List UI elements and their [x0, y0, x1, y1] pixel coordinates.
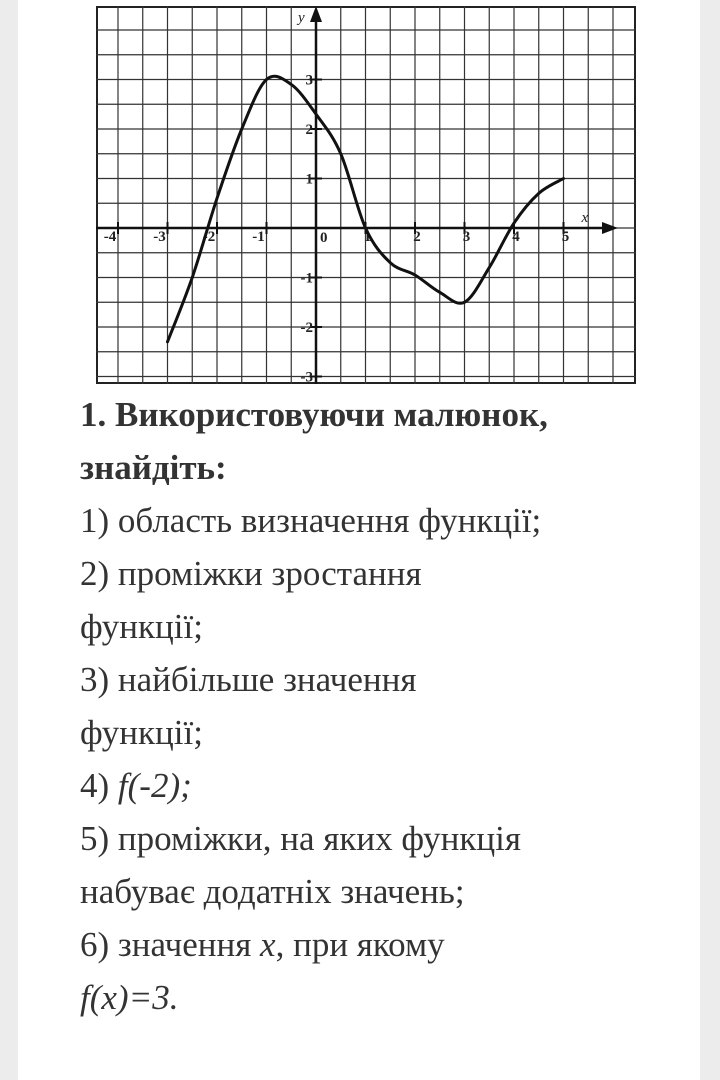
task-title-line1: 1. Використовуючи малюнок, — [80, 395, 548, 434]
question-6-prefix: 6) значення — [80, 925, 261, 964]
grid — [96, 6, 636, 384]
x-tick-label: 2 — [413, 229, 421, 245]
plot-svg — [96, 6, 636, 384]
x-tick-label: 1 — [363, 229, 372, 245]
question-3-line2: функції; — [80, 713, 203, 752]
origin-label: 0 — [320, 230, 328, 246]
question-2-line2: функції; — [80, 607, 203, 646]
question-1: 1) область визначення функції; — [80, 501, 542, 540]
task-text — [80, 388, 720, 1024]
x-axis-label: x — [581, 210, 589, 226]
question-6-variable: x — [260, 925, 276, 964]
x-tick-label: 3 — [462, 229, 471, 245]
x-axis-arrow — [602, 222, 618, 234]
question-3-line1: 3) найбільше значення — [80, 660, 417, 699]
question-4 — [80, 759, 720, 812]
x-tick-label: 5 — [561, 229, 570, 245]
y-tick-label: 2 — [305, 122, 313, 138]
y-axis-label: y — [298, 10, 305, 26]
question-6-expression: f(x)=3. — [80, 978, 179, 1017]
question-4-expression: f(-2); — [117, 766, 192, 805]
question-4-prefix: 4) — [80, 766, 118, 805]
y-tick-label: -2 — [300, 320, 313, 336]
question-6-line1 — [80, 918, 720, 971]
function-graph — [96, 6, 636, 384]
y-tick-label: 1 — [305, 171, 313, 188]
y-tick-label: -1 — [300, 270, 313, 287]
x-tick-label: -4 — [103, 229, 117, 245]
y-tick-label: -3 — [300, 369, 313, 384]
question-5-line1: 5) проміжки, на яких функція — [80, 819, 521, 858]
x-tick-label: -2 — [202, 229, 216, 245]
y-axis-arrow — [310, 6, 322, 22]
x-tick-label: 4 — [512, 229, 520, 245]
question-2-line1: 2) проміжки зростання — [80, 554, 422, 593]
question-6-suffix: , при якому — [275, 925, 445, 964]
y-tick-label: 3 — [305, 72, 313, 89]
axis-labels — [104, 10, 589, 384]
task-title-line2: знайдіть: — [80, 448, 227, 487]
content-card — [18, 0, 700, 1080]
question-5-line2: набуває додатніх значень; — [80, 872, 465, 911]
x-tick-label: -3 — [153, 229, 166, 245]
x-tick-label: -1 — [252, 229, 265, 245]
